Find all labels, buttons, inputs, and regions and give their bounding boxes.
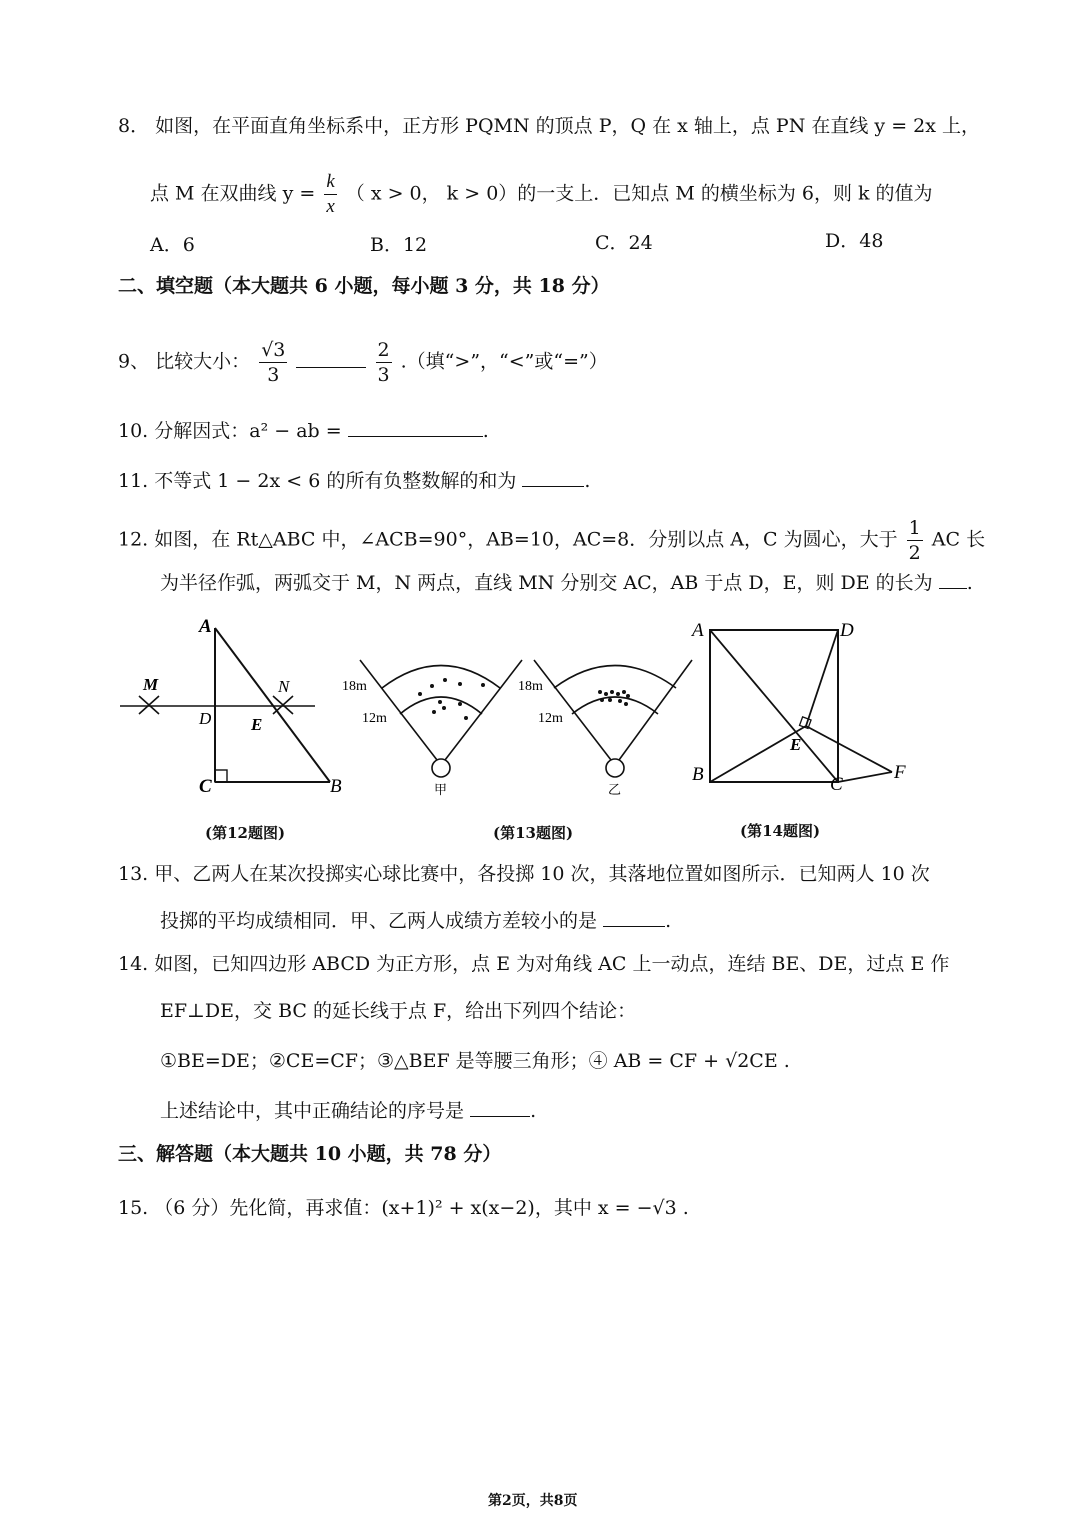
q13-number: 13. [118,863,149,885]
fig13b-point [618,699,622,703]
fig13a-point [438,700,442,704]
q14-line4 [160,1096,536,1125]
fig12-side-ab [215,628,330,782]
q11-answer-blank[interactable] [522,466,584,487]
fig14-label-d: D [840,620,854,641]
fig13b-point [604,692,608,696]
q14-line3: ①BE=DE；②CE=CF；③△BEF 是等腰三角形；④ AB = CF + √2CE . [160,1050,790,1072]
q13-text-line1: 甲、乙两人在某次投掷实心球比赛中，各投掷 10 次，其落地位置如图所示．已知两人 10 次 [154,863,930,885]
fig13a-point [442,706,446,710]
q10-line [118,416,489,445]
fig13b-arc-18m [554,666,676,689]
fig13a-point [443,678,447,682]
q8-frac-den: x [326,196,335,217]
q9-frac1-num: √3 [261,339,286,361]
fig12-arc-mark-n [273,696,293,714]
q9-fraction-1 [259,338,287,387]
q11-number: 11. [118,470,149,492]
q8-text-line2a: 点 M 在双曲线 y = [150,182,322,205]
fig13a-point [430,684,434,688]
fig12-label-d: D [199,709,212,728]
q14-number: 14. [118,953,149,975]
fig13a-arc-12m [400,697,482,714]
fig13b-arc-12m [572,697,658,714]
q12-frac-num: 1 [908,517,921,539]
fig13b-label-12m: 12m [538,711,563,726]
fig12-label-b: B [330,776,342,797]
q8-text-line1: 如图，在平面直角坐标系中，正方形 PQMN 的顶点 P，Q 在 x 轴上，点 PN 在直线 y = 2x 上， [155,115,981,137]
fig13b-left-edge [534,660,611,760]
q12-answer-blank[interactable] [939,568,967,589]
q12-line2 [160,568,973,597]
fig14-label-e: E [790,735,802,754]
fig13a-left-edge [360,660,437,760]
q11-line [118,466,590,495]
fig13b-point [608,698,612,702]
q9-fraction-2 [376,338,392,387]
fig12-label-n: N [278,677,290,696]
fig12-label-c: C [199,776,212,797]
fig13b-label-18m: 18m [518,679,543,694]
q13-answer-blank[interactable] [603,906,665,927]
fig13b-point [598,690,602,694]
figure-12 [115,610,340,810]
q13-line1 [118,860,930,888]
q8-line1 [118,112,980,140]
q14-line2: EF⊥DE，交 BC 的延长线于点 F，给出下列四个结论： [160,1000,637,1022]
q14-answer-blank[interactable] [470,1096,530,1117]
q14-line1 [118,950,949,978]
q10-number: 10. [118,420,149,442]
q12-number: 12. [118,528,149,551]
q13-end: . [665,910,672,932]
fig14-caption: (第14题图) [740,822,821,840]
section3-heading: 三、解答题（本大题共 10 小题，共 78 分） [118,1143,502,1165]
fig12-right-angle-mark [215,770,227,782]
q9-answer-blank[interactable] [296,347,366,368]
q11-end: . [584,470,591,492]
q12-line1 [118,516,985,565]
fig13b-label-person: 乙 [608,783,622,798]
q8-option-d: D．48 [825,230,884,252]
fig12-label-a: A [199,616,212,637]
fig13a-point [481,683,485,687]
fig12-label-m: M [143,675,159,694]
q15-line [118,1194,689,1222]
q12-text-line1b: AC 长 [931,528,986,551]
fig13a-point [458,682,462,686]
q10-end: . [482,420,489,442]
q12-fraction [907,516,923,565]
q9-text-a: 比较大小： [155,350,251,373]
fig12-caption: (第12题图) [205,824,286,842]
q8-option-c: C．24 [595,232,653,254]
figure-13-jia [340,648,530,798]
q10-answer-blank[interactable] [348,416,483,437]
q8-fraction [324,170,336,219]
q9-line [118,338,608,387]
fig13a-label-12m: 12m [362,711,387,726]
section2-heading: 二、填空题（本大题共 6 小题，每小题 3 分，共 18 分） [118,275,610,297]
fig13b-point [626,694,630,698]
q8-option-a: A．6 [150,234,195,256]
fig14-label-b: B [692,764,704,785]
fig13a-point [458,702,462,706]
fig12-label-e: E [251,715,263,734]
q8-text-line2b: （ x > 0， k > 0）的一支上．已知点 M 的横坐标为 6，则 k 的值为 [345,182,933,205]
q12-end: . [966,572,973,594]
fig14-segment-cf [838,772,892,782]
q9-number: 9、 [118,350,150,373]
q14-text-line1: 如图，已知四边形 ABCD 为正方形，点 E 为对角线 AC 上一动点，连结 BE、DE，过点 E 作 [154,953,950,975]
q8-frac-num: k [324,170,336,195]
q9-frac2-den: 3 [377,364,390,386]
q11-text: 不等式 1 − 2x < 6 的所有负整数解的和为 [154,470,517,492]
fig14-label-f: F [894,762,906,783]
q14-text-line4: 上述结论中，其中正确结论的序号是 [160,1100,465,1122]
fig12-arc-mark-m [139,696,159,714]
fig13a-label-18m: 18m [342,679,367,694]
fig13b-point [624,702,628,706]
q9-frac2-num: 2 [377,339,390,361]
figure-14 [688,612,920,802]
fig13b-point [610,690,614,694]
q10-text: 分解因式：a² − ab = [154,420,342,442]
fig13a-point [432,710,436,714]
fig13b-point [600,698,604,702]
fig13a-point [418,692,422,696]
figure-13-yi [512,648,702,798]
fig13b-point [622,690,626,694]
fig14-label-c: C [830,774,843,795]
page-footer: 第2页，共8页 [488,1493,578,1509]
q12-text-line2: 为半径作弧，两弧交于 M，N 两点，直线 MN 分别交 AC，AB 于点 D，E，则 DE 的长为 [160,572,933,594]
q9-frac1-den: 3 [267,364,280,386]
q9-text-b: .（填“>”，“<”或“=”） [400,350,608,373]
q8-option-b: B．12 [370,234,428,256]
q15-text: （6 分）先化简，再求值：(x+1)² + x(x−2)，其中 x = −√3 . [154,1197,689,1219]
q13-text-line2: 投掷的平均成绩相同．甲、乙两人成绩方差较小的是 [160,910,598,932]
q15-number: 15. [118,1197,149,1219]
q8-line2 [150,170,933,219]
q8-number: 8． [118,115,150,137]
q12-frac-den: 2 [908,542,921,564]
fig14-label-a: A [692,620,704,641]
q12-text-line1a: 如图，在 Rt△ABC 中，∠ACB=90°，AB=10，AC=8．分别以点 A，C 为圆心，大于 [154,528,898,551]
fig13a-point [464,716,468,720]
fig13b-point [616,692,620,696]
fig13-caption: (第13题图) [493,824,574,842]
fig13b-thrower [606,759,624,777]
q14-end: . [530,1100,537,1122]
fig14-segment-ef [806,726,892,772]
q13-line2 [160,906,671,935]
fig13a-thrower [432,759,450,777]
fig14-segment-de [806,630,838,726]
fig14-diagonal-ac [710,630,838,782]
fig13a-label-person: 甲 [434,783,448,798]
fig13a-right-edge [445,660,522,760]
